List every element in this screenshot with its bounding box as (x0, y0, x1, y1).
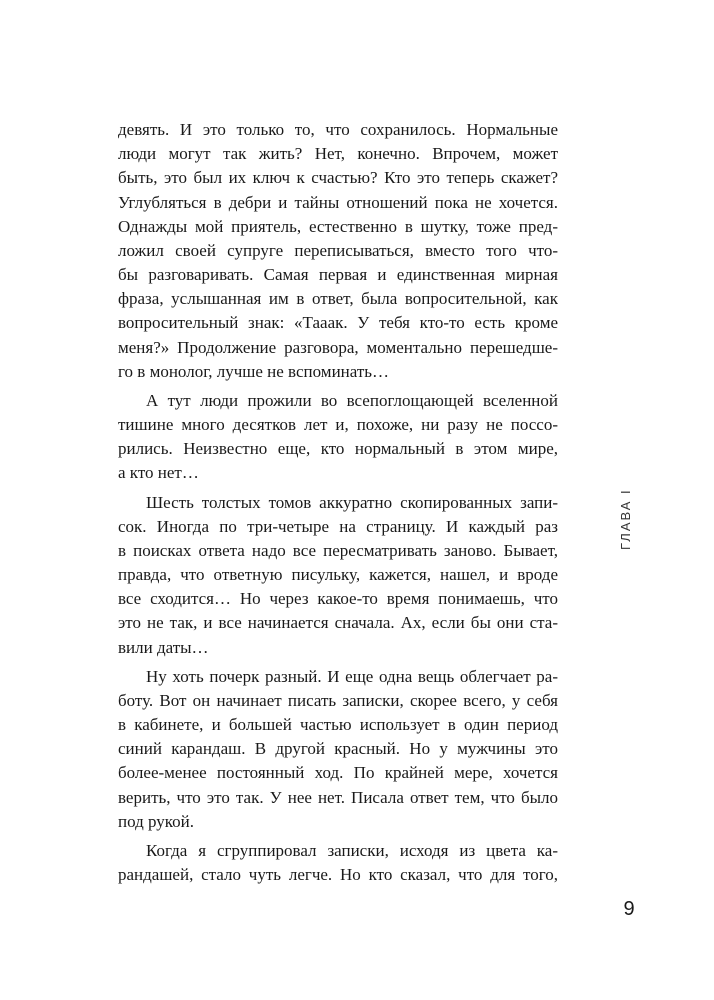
text-line: в поисках ответа надо все пересматривать заново. Бывает, (118, 540, 558, 560)
text-line: под рукой. (118, 811, 195, 831)
text-line: Ну хоть почерк разный. И еще одна вещь облегчает ра- (146, 666, 558, 686)
text-line: боту. Вот он начинает писать записки, скорее всего, у себя (118, 690, 558, 710)
text-line: вили даты… (118, 637, 209, 657)
text-line: бы разговаривать. Самая первая и единственная мирная (118, 265, 558, 285)
text-line: ложил своей супруге переписываться, вместо того что- (118, 240, 558, 260)
text-line: девять. И это только то, что сохранилось. Нормальные (118, 120, 558, 139)
text-line: А тут люди прожили во всепоглощающей вселенной (146, 390, 558, 410)
text-line: рились. Неизвестно еще, кто нормальный в этом мире, (118, 439, 558, 459)
paragraph (118, 389, 558, 486)
paragraph (118, 118, 558, 384)
text-line: быть, это был их ключ к счастью? Кто это теперь скажет? (118, 168, 558, 188)
text-line: более-менее постоянный ход. По крайней мере, хочется (118, 763, 558, 783)
text-line: Однажды мой приятель, естественно в шутку, тоже пред- (118, 216, 558, 236)
text-line: сок. Иногда по три-четыре на страницу. И каждый раз (118, 516, 558, 536)
text-line: верить, что это так. У нее нет. Писала ответ тем, что было (118, 787, 558, 807)
text-line: это не так, и все начинается сначала. Ах, если бы они ста- (118, 613, 558, 633)
text-line: люди могут так жить? Нет, конечно. Впрочем, может (118, 144, 558, 164)
text-line: тишине много десятков лет и, похоже, ни разу не поссо- (118, 415, 558, 435)
paragraph (118, 839, 558, 887)
chapter-label: ГЛАВА I (618, 488, 633, 550)
paragraph (118, 491, 558, 660)
text-line: меня?» Продолжение разговора, моментально перешедше- (118, 337, 558, 357)
text-line: правда, что ответную писульку, кажется, нашел, и вроде (118, 565, 558, 585)
text-line: рандашей, стало чуть легче. Но кто сказал, что для того, (118, 865, 558, 885)
text-line: в кабинете, и большей частью использует в один период (118, 715, 558, 735)
text-line: фраза, услышанная им в ответ, была вопросительной, как (118, 289, 558, 309)
text-line: Шесть толстых томов аккуратно скопированных запи- (146, 492, 558, 512)
paragraph (118, 665, 558, 834)
text-line: Когда я сгруппировал записки, исходя из цвета ка- (146, 840, 558, 860)
text-line: а кто нет… (118, 463, 199, 483)
text-line: вопросительный знак: «Тааак. У тебя кто-то есть кроме (118, 313, 558, 333)
page-number: 9 (623, 898, 635, 920)
body-text (118, 118, 558, 887)
text-line: синий карандаш. В другой красный. Но у мужчины это (118, 739, 558, 759)
text-line: го в монолог, лучше не вспоминать… (118, 361, 390, 381)
text-line: все сходится… Но через какое-то время понимаешь, что (118, 589, 558, 609)
text-line: Углубляться в дебри и тайны отношений пока не хочется. (118, 192, 558, 212)
